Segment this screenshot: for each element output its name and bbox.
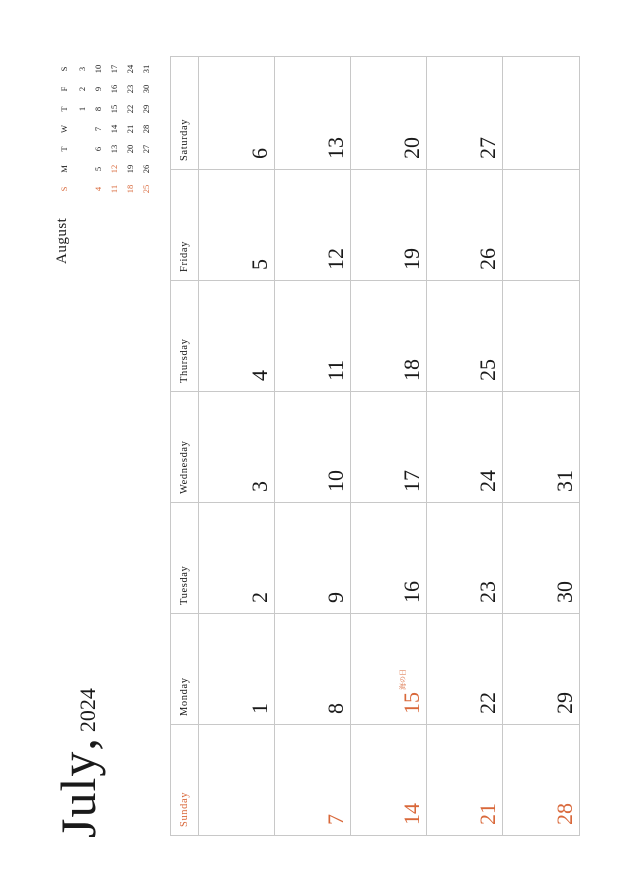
date-number: 25 (475, 359, 500, 381)
mini-day: 30 (141, 84, 151, 94)
date-cell[interactable] (427, 170, 503, 280)
date-cell[interactable] (199, 725, 275, 835)
date-cell[interactable] (503, 392, 579, 502)
date-cell[interactable] (199, 503, 275, 613)
date-cell[interactable] (351, 57, 427, 169)
date-number: 21 (475, 803, 500, 825)
date-cell[interactable] (351, 725, 427, 835)
date-cell[interactable] (351, 281, 427, 391)
day-column (171, 391, 579, 502)
date-number: 4 (247, 370, 272, 381)
mini-day: 13 (109, 144, 119, 154)
date-number: 16 (399, 581, 424, 603)
date-cell[interactable] (503, 281, 579, 391)
mini-header: F (59, 86, 69, 92)
day-name-header: Saturday (171, 57, 199, 169)
mini-day: 15 (109, 104, 119, 114)
date-number: 26 (475, 248, 500, 270)
date-number: 8 (323, 703, 348, 714)
mini-day: 22 (125, 104, 135, 114)
date-number: 15 (399, 692, 424, 714)
date-cell[interactable] (427, 725, 503, 835)
title-comma: , (50, 738, 106, 751)
mini-header: T (59, 106, 69, 112)
date-number: 20 (399, 137, 424, 159)
mini-header: S (59, 186, 69, 192)
mini-day: 8 (93, 106, 103, 112)
date-cell[interactable] (275, 725, 351, 835)
mini-day: 26 (141, 164, 151, 174)
date-cell[interactable] (503, 170, 579, 280)
page-title (49, 688, 107, 838)
date-cell[interactable] (351, 503, 427, 613)
mini-calendar-title: August (54, 217, 70, 264)
date-cell[interactable] (351, 392, 427, 502)
day-column (171, 57, 579, 169)
date-cell[interactable] (199, 614, 275, 724)
date-cell[interactable] (275, 614, 351, 724)
date-number: 11 (323, 359, 348, 381)
mini-day: 14 (109, 124, 119, 134)
date-cell[interactable] (427, 57, 503, 169)
date-number: 19 (399, 248, 424, 270)
mini-day: 9 (93, 86, 103, 92)
date-number: 14 (399, 803, 424, 825)
date-cell[interactable] (275, 281, 351, 391)
date-cell[interactable] (427, 503, 503, 613)
date-cell[interactable] (427, 614, 503, 724)
mini-day: 2 (77, 86, 87, 92)
date-cell[interactable] (427, 281, 503, 391)
date-number: 9 (323, 592, 348, 603)
title-year: 2024 (75, 688, 100, 733)
mini-day: 11 (109, 184, 119, 194)
day-name-header: Wednesday (171, 392, 199, 502)
mini-day: 17 (109, 64, 119, 74)
date-cell[interactable] (199, 170, 275, 280)
mini-day: 19 (125, 164, 135, 174)
date-number: 28 (552, 803, 577, 825)
date-number: 3 (247, 481, 272, 492)
date-number: 12 (323, 248, 348, 270)
mini-day: 7 (93, 126, 103, 132)
day-name-header: Thursday (171, 281, 199, 391)
title-month: July (50, 750, 106, 838)
day-name-header: Monday (171, 614, 199, 724)
mini-day: 28 (141, 124, 151, 134)
day-name-header: Friday (171, 170, 199, 280)
mini-day: 10 (93, 64, 103, 74)
mini-header: W (59, 124, 69, 134)
mini-header: T (59, 146, 69, 152)
date-number: 30 (552, 581, 577, 603)
date-number: 10 (323, 470, 348, 492)
date-cell[interactable] (351, 170, 427, 280)
day-column (171, 724, 579, 835)
date-number: 1 (247, 703, 272, 714)
mini-day: 23 (125, 84, 135, 94)
date-cell[interactable] (275, 57, 351, 169)
day-column (171, 613, 579, 724)
date-number: 17 (399, 470, 424, 492)
month-grid (170, 56, 580, 836)
mini-day: 4 (93, 186, 103, 192)
date-number: 13 (323, 137, 348, 159)
mini-day: 1 (77, 106, 87, 112)
date-number: 6 (247, 148, 272, 159)
date-number: 5 (247, 259, 272, 270)
mini-day: 24 (125, 64, 135, 74)
mini-header: S (59, 66, 69, 72)
day-column (171, 280, 579, 391)
date-number: 22 (475, 692, 500, 714)
date-cell[interactable] (503, 725, 579, 835)
mini-day: 3 (77, 66, 87, 72)
mini-day: 21 (125, 124, 135, 134)
date-number: 18 (399, 359, 424, 381)
day-column (171, 169, 579, 280)
mini-day: 18 (125, 184, 135, 194)
mini-header: M (59, 165, 69, 173)
holiday-label: 海の日 (399, 669, 407, 690)
date-cell[interactable] (503, 503, 579, 613)
date-cell[interactable] (427, 392, 503, 502)
mini-day: 12 (109, 164, 119, 174)
mini-day: 31 (141, 64, 151, 74)
date-number: 29 (552, 692, 577, 714)
mini-day: 29 (141, 104, 151, 114)
mini-day: 25 (141, 184, 151, 194)
date-number: 27 (475, 137, 500, 159)
date-number: 31 (552, 470, 577, 492)
date-cell[interactable] (199, 392, 275, 502)
date-cell[interactable] (503, 614, 579, 724)
mini-day: 20 (125, 144, 135, 154)
mini-day: 27 (141, 144, 151, 154)
day-name-header: Sunday (171, 725, 199, 835)
mini-calendar (56, 58, 156, 198)
date-number: 24 (475, 470, 500, 492)
date-cell[interactable] (199, 57, 275, 169)
date-cell[interactable] (275, 392, 351, 502)
date-cell[interactable] (275, 170, 351, 280)
day-column (171, 502, 579, 613)
mini-day: 16 (109, 84, 119, 94)
mini-day: 6 (93, 146, 103, 152)
date-number: 2 (247, 592, 272, 603)
date-number: 23 (475, 581, 500, 603)
mini-day: 5 (93, 166, 103, 172)
date-number: 7 (323, 814, 348, 825)
day-name-header: Tuesday (171, 503, 199, 613)
date-cell[interactable] (275, 503, 351, 613)
date-cell[interactable] (351, 614, 427, 724)
date-cell[interactable] (199, 281, 275, 391)
date-cell[interactable] (503, 57, 579, 169)
